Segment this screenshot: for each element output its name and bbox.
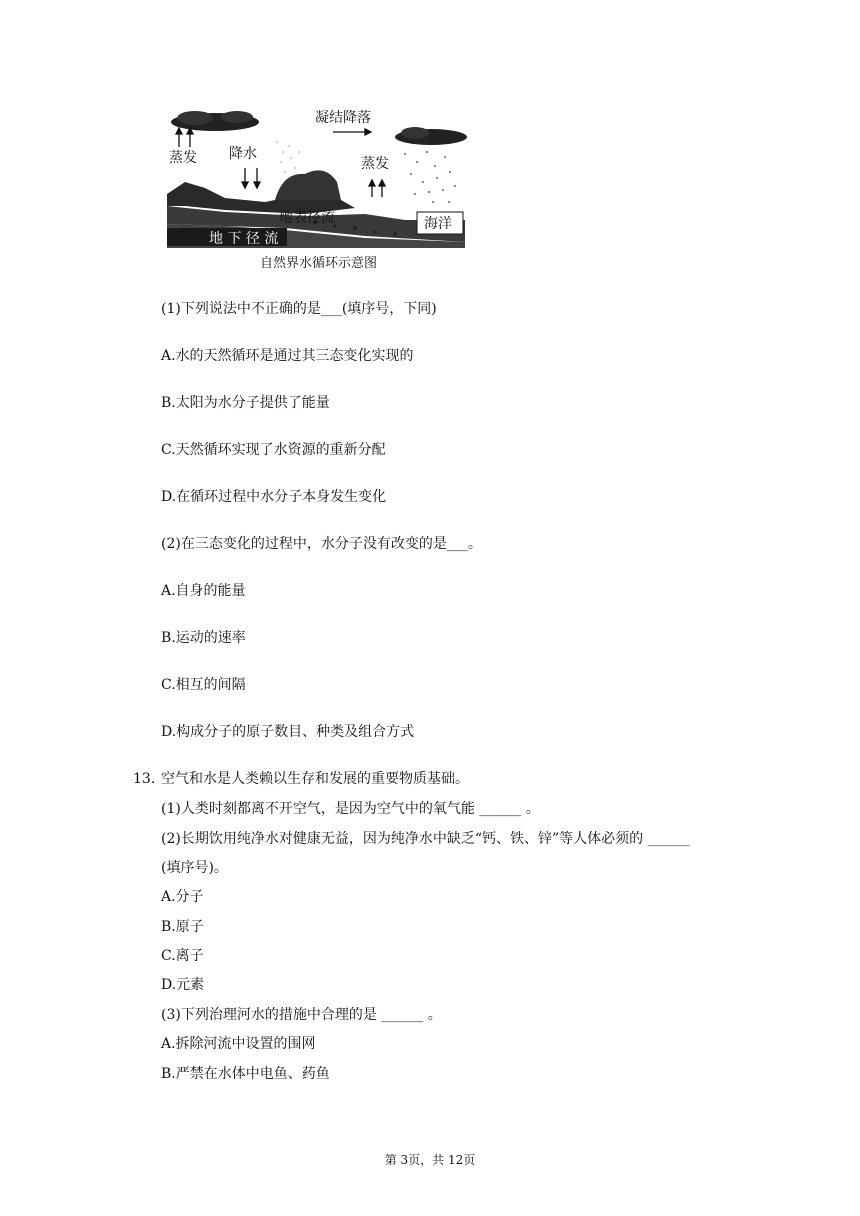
q-prev-sub1: (1)下列说法中不正确的是___(填序号，下同) (161, 301, 437, 317)
q-prev-sub1-option-d: D.在循环过程中水分子本身发生变化 (161, 489, 387, 505)
label-condense: 凝结降落 (315, 110, 371, 126)
q-prev-sub1-option-a: A.水的天然循环是通过其三态变化实现的 (161, 348, 414, 364)
q-prev-sub1-option-b: B.太阳为水分子提供了能量 (161, 395, 330, 411)
q-prev-sub2-option-d: D.构成分子的原子数目、种类及组合方式 (161, 724, 415, 740)
label-ocean: 海洋 (424, 216, 452, 232)
label-precip: 降水 (229, 146, 257, 162)
water-cycle-diagram (165, 102, 467, 274)
question-13-sub2-option-a: A.分子 (161, 889, 204, 905)
figure-caption: 自然界水循环示意图 (260, 256, 378, 271)
label-surface-runoff: 地表径流 (279, 210, 335, 226)
question-13-sub3-option-b: B.严禁在水体中电鱼、药鱼 (161, 1066, 330, 1082)
question-13-sub2-option-b: B.原子 (161, 919, 204, 935)
label-evap-left: 蒸发 (169, 150, 197, 166)
page-footer: 第 3页，共 12页 (384, 1153, 476, 1167)
mountain (275, 170, 341, 200)
question-13-sub3-option-a: A.拆除河流中设置的围网 (161, 1036, 316, 1052)
question-13-stem: 空气和水是人类赖以生存和发展的重要物质基础。 (161, 771, 469, 787)
q-prev-sub2: (2)在三态变化的过程中，水分子没有改变的是___。 (161, 536, 482, 552)
q-prev-sub2-option-b: B.运动的速率 (161, 630, 246, 646)
rain-right (404, 151, 456, 203)
q-prev-sub2-option-c: C.相互的间隔 (161, 677, 246, 693)
question-13-sub2-line1: (2)长期饮用纯净水对健康无益，因为纯净水中缺乏“钙、铁、锌”等人体必须的 ______ (161, 831, 690, 847)
q-prev-sub2-option-a: A.自身的能量 (161, 583, 246, 599)
question-13-number: 13. (133, 771, 156, 787)
question-13-sub2-option-d: D.元素 (161, 977, 205, 993)
question-13-sub1: (1)人类时刻都离不开空气，是因为空气中的氧气能 ______ 。 (161, 801, 540, 817)
question-13-sub2-option-c: C.离子 (161, 948, 204, 964)
q-prev-sub1-option-c: C.天然循环实现了水资源的重新分配 (161, 442, 386, 458)
label-evap-right: 蒸发 (361, 156, 389, 172)
question-13-sub2-line2: (填序号)。 (161, 860, 228, 876)
rain-middle (276, 141, 300, 173)
question-13-sub3: (3)下列治理河水的措施中合理的是 ______ 。 (161, 1007, 442, 1023)
label-groundwater: 地 下 径 流 (209, 231, 279, 247)
